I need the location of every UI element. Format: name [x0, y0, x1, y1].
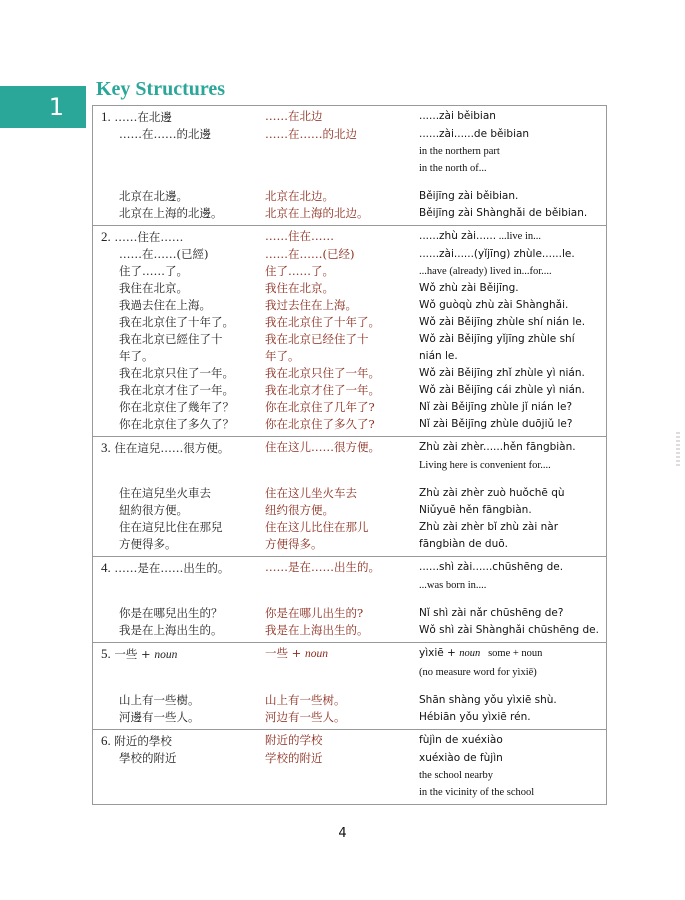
traditional-text: 你在北京住了多久了？: [119, 417, 234, 431]
structure-row: [93, 784, 606, 801]
simplified-text: 住了……了。: [265, 264, 334, 278]
structure-row: [93, 645, 606, 664]
item-number: 3.: [101, 440, 111, 455]
traditional-text: 6. 附近的學校: [101, 733, 172, 748]
structure-row: [93, 314, 606, 331]
simplified-text: 附近的学校: [265, 733, 323, 747]
simplified-text: ……在北边: [265, 109, 323, 123]
simplified-text: 我在北京已经住了十: [265, 332, 369, 346]
pinyin-english-text: Nǐ zài Běijīng zhùle jǐ nián le?: [419, 401, 573, 413]
simplified-text: 我在北京才住了一年。: [265, 383, 380, 397]
chapter-number: 1: [48, 93, 64, 121]
traditional-text: 你是在哪兒出生的？: [119, 606, 223, 620]
simplified-text: 学校的附近: [265, 751, 323, 765]
traditional-text: 方便得多。: [119, 537, 177, 551]
traditional-text: 我是在上海出生的。: [119, 623, 223, 637]
structure-row: [93, 622, 606, 639]
structure-section: [93, 642, 606, 729]
structure-row: [93, 348, 606, 365]
traditional-text: ……在……(已經): [119, 247, 209, 261]
traditional-text: 年了。: [119, 349, 154, 363]
simplified-text: 住在这儿……很方便。: [265, 440, 380, 454]
page-number: 4: [338, 826, 347, 841]
traditional-text: 學校的附近: [119, 751, 177, 765]
pinyin-english-text: the school nearby: [419, 770, 494, 781]
structure-row: [93, 750, 606, 767]
structure-row: [93, 126, 606, 143]
item-number: 1.: [101, 109, 111, 124]
structure-section: [93, 225, 606, 436]
structure-row: [93, 365, 606, 382]
pinyin-english-text: in the vicinity of the school: [419, 787, 535, 798]
traditional-text: 住在這兒坐火車去: [119, 486, 211, 500]
section-title: Key Structures: [96, 78, 226, 100]
simplified-text: 我过去住在上海。: [265, 298, 357, 312]
structure-row: [93, 331, 606, 348]
simplified-text: ……在……(已经): [265, 247, 355, 261]
structure-section: [93, 436, 606, 556]
structure-row: [93, 605, 606, 622]
pinyin-english-text: ......zhù zài...... ...live in...: [419, 230, 541, 242]
simplified-text: 我在北京只住了一年。: [265, 366, 380, 380]
traditional-text: 我在北京已經住了十: [119, 332, 223, 346]
pinyin-english-text: Shān shàng yǒu yìxiē shù.: [419, 694, 557, 706]
item-number: 2.: [101, 229, 111, 244]
simplified-text: 你是在哪儿出生的?: [265, 606, 364, 620]
simplified-text: ……在……的北边: [265, 127, 357, 141]
traditional-text: 1. ……在北邊: [101, 109, 172, 124]
structure-row: [93, 108, 606, 126]
structure-section: [93, 556, 606, 642]
pinyin-english-text: ...was born in....: [419, 580, 487, 591]
structure-row: [93, 143, 606, 160]
pinyin-english-text: ......shì zài......chūshēng de.: [419, 561, 564, 573]
pinyin-english-text: Wǒ zài Běijīng zhǐ zhùle yì nián.: [419, 367, 585, 379]
structure-row: [93, 664, 606, 681]
pinyin-english-text: Wǒ zài Běijīng zhùle shí nián le.: [419, 316, 586, 328]
traditional-text: 我在北京才住了一年。: [119, 383, 234, 397]
traditional-text: 3. 住在這兒……很方便。: [101, 440, 230, 455]
structure-row: [93, 502, 606, 519]
chapter-tab: [0, 86, 86, 128]
simplified-text: 方便得多。: [265, 537, 323, 551]
simplified-text: 你在北京住了几年了?: [265, 400, 375, 414]
structure-row: [93, 297, 606, 314]
simplified-text: 年了。: [265, 349, 300, 363]
structure-row: [93, 228, 606, 246]
structure-section: [93, 729, 606, 804]
traditional-text: 山上有一些樹。: [119, 693, 200, 707]
pinyin-english-text: Living here is convenient for....: [419, 460, 551, 471]
pinyin-english-text: Wǒ guòqù zhù zài Shànghǎi.: [419, 299, 569, 311]
structure-row: [93, 188, 606, 205]
traditional-text: 住了……了。: [119, 264, 188, 278]
structure-row: [93, 767, 606, 784]
traditional-text: 我住在北京。: [119, 281, 188, 295]
structure-row: [93, 519, 606, 536]
traditional-text: ……在……的北邊: [119, 127, 211, 141]
pinyin-english-text: xuéxiào de fùjìn: [419, 752, 503, 764]
pinyin-english-text: fāngbiàn de duō.: [419, 538, 509, 550]
structure-row: [93, 399, 606, 416]
structure-row: [93, 439, 606, 457]
traditional-text: 我在北京只住了一年。: [119, 366, 234, 380]
pinyin-english-text: yìxiē + noun some + noun: [419, 647, 543, 659]
simplified-text: 一些 + noun: [265, 646, 328, 660]
pinyin-english-text: Wǒ shì zài Shànghǎi chūshēng de.: [419, 624, 599, 636]
pinyin-english-text: Wǒ zài Běijīng cái zhùle yì nián.: [419, 384, 585, 396]
simplified-text: 山上有一些树。: [265, 693, 346, 707]
simplified-text: 你在北京住了多久了?: [265, 417, 375, 431]
pinyin-english-text: nián le.: [419, 350, 458, 362]
structure-section: [93, 106, 606, 225]
pinyin-english-text: Niǔyuē hěn fāngbiàn.: [419, 504, 532, 516]
pinyin-english-text: Zhù zài zhèr bǐ zhù zài nàr: [419, 521, 559, 533]
structure-row: [93, 160, 606, 177]
simplified-text: 我是在上海出生的。: [265, 623, 369, 637]
structure-row: [93, 457, 606, 474]
pinyin-english-text: ...have (already) lived in...for....: [419, 266, 552, 277]
structure-row: [93, 559, 606, 577]
structure-row: [93, 382, 606, 399]
structure-row: [93, 246, 606, 263]
pinyin-english-text: Běijīng zài běibian.: [419, 190, 519, 202]
simplified-text: 河边有一些人。: [265, 710, 346, 724]
simplified-text: 住在这儿比住在那儿: [265, 520, 369, 534]
pinyin-english-text: Běijīng zài Shànghǎi de běibian.: [419, 207, 588, 219]
pinyin-english-text: Wǒ zhù zài Běijīng.: [419, 282, 519, 294]
item-number: 5.: [101, 646, 111, 661]
simplified-text: 我在北京住了十年了。: [265, 315, 380, 329]
simplified-text: ……是在……出生的。: [265, 560, 380, 574]
traditional-text: 4. ……是在……出生的。: [101, 560, 230, 575]
pinyin-english-text: ......zài......(yǐjīng) zhùle......le.: [419, 248, 575, 260]
pinyin-english-text: Hébiān yǒu yìxiē rén.: [419, 711, 531, 723]
structure-row: [93, 485, 606, 502]
traditional-text: 2. ……住在……: [101, 229, 184, 244]
structure-row: [93, 205, 606, 222]
pinyin-english-text: (no measure word for yìxiē): [419, 667, 537, 678]
key-structures-table: [92, 105, 607, 805]
simplified-text: 北京在上海的北边。: [265, 206, 369, 220]
structure-row: [93, 692, 606, 709]
traditional-text: 你在北京住了幾年了？: [119, 400, 234, 414]
structure-row: [93, 263, 606, 280]
simplified-text: 我住在北京。: [265, 281, 334, 295]
structure-row: [93, 709, 606, 726]
item-number: 4.: [101, 560, 111, 575]
structure-row: [93, 416, 606, 433]
pinyin-english-text: in the north of...: [419, 163, 487, 174]
simplified-text: 纽约很方便。: [265, 503, 334, 517]
pinyin-english-text: Wǒ zài Běijīng yǐjīng zhùle shí: [419, 333, 575, 345]
pinyin-english-text: ......zài běibian: [419, 110, 496, 122]
pinyin-english-text: Nǐ zài Běijīng zhùle duōjiǔ le?: [419, 418, 573, 430]
traditional-text: 我過去住在上海。: [119, 298, 211, 312]
pinyin-english-text: ......zài......de běibian: [419, 128, 530, 140]
simplified-text: 住在这儿坐火车去: [265, 486, 357, 500]
traditional-text: 北京在上海的北邊。: [119, 206, 223, 220]
pinyin-english-text: in the northern part: [419, 146, 500, 157]
pinyin-english-text: fùjìn de xuéxiào: [419, 734, 503, 746]
traditional-text: 北京在北邊。: [119, 189, 188, 203]
traditional-text: 紐約很方便。: [119, 503, 188, 517]
item-number: 6.: [101, 733, 111, 748]
pinyin-english-text: Zhù zài zhèr zuò huǒchē qù: [419, 487, 565, 499]
traditional-text: 住在這兒比住在那兒: [119, 520, 223, 534]
structure-row: [93, 732, 606, 750]
structure-row: [93, 536, 606, 553]
traditional-text: 我在北京住了十年了。: [119, 315, 234, 329]
margin-mark: [676, 432, 680, 468]
simplified-text: 北京在北边。: [265, 189, 334, 203]
simplified-text: ……住在……: [265, 229, 334, 243]
traditional-text: 5. 一些 + noun: [101, 646, 178, 661]
pinyin-english-text: Nǐ shì zài nǎr chūshēng de?: [419, 607, 564, 619]
structure-row: [93, 280, 606, 297]
pinyin-english-text: Zhù zài zhèr......hěn fāngbiàn.: [419, 441, 576, 453]
traditional-text: 河邊有一些人。: [119, 710, 200, 724]
structure-row: [93, 577, 606, 594]
